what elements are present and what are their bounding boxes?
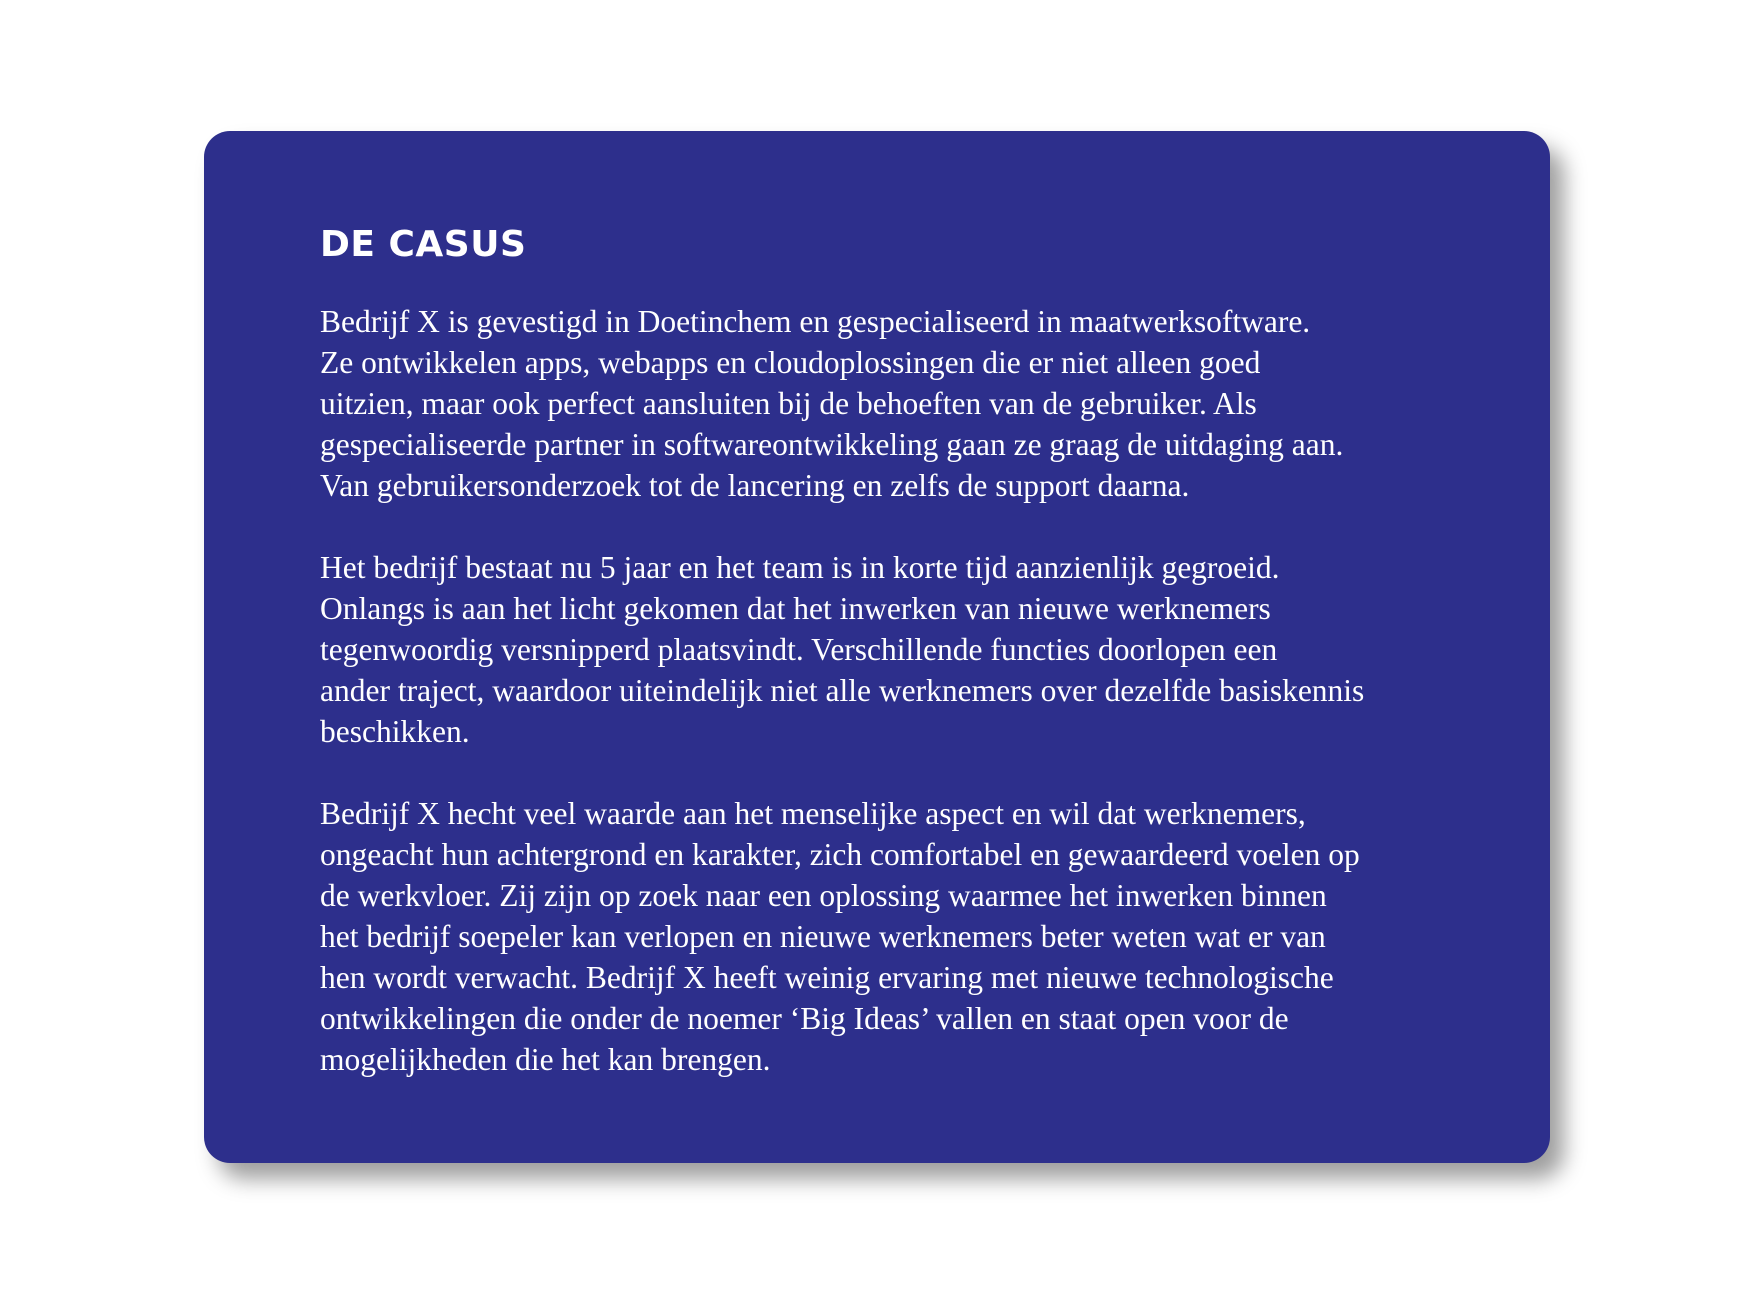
paragraph-solution-request: Bedrijf X hecht veel waarde aan het menselijke aspect en wil dat werknemers, ongeacht hun achtergrond en karakter, zich comfortabel en gewaardeerd voelen op de werkvloer. Zij zijn op zoek naar een oplossing waarmee het inwerken binnen het bedrijf soepeler kan verlopen en nieuwe werknemers beter weten wat er van hen wordt verwacht. Bedrijf X heeft weinig ervaring met nieuwe technologische ontwikkelingen die onder de noemer ‘Big Ideas’ vallen en staat open voor de mogelijkheden die het kan brengen.	[320, 796, 1360, 1077]
paragraph-onboarding-problem: Het bedrijf bestaat nu 5 jaar en het team is in korte tijd aanzienlijk gegroeid. Onlangs is aan het licht gekomen dat het inwerken van nieuwe werknemers tegenwoordig versnipperd plaatsvindt. Verschillende functies doorlopen een ander traject, waardoor uiteindelijk niet alle werknemers over dezelfde basiskennis beschikken.	[320, 550, 1365, 749]
card-heading: DE CASUS	[320, 224, 527, 265]
case-card	[204, 131, 1550, 1163]
paragraph-company-intro: Bedrijf X is gevestigd in Doetinchem en gespecialiseerd in maatwerksoftware. Ze ontwikkelen apps, webapps en cloudoplossingen die er niet alleen goed uitzien, maar ook perfect aansluiten bij de behoeften van de gebruiker. Als gespecialiseerde partner in softwareontwikkeling gaan ze graag de uitdaging aan. Van gebruikersonderzoek tot de lancering en zelfs de support daarna.	[320, 304, 1344, 503]
